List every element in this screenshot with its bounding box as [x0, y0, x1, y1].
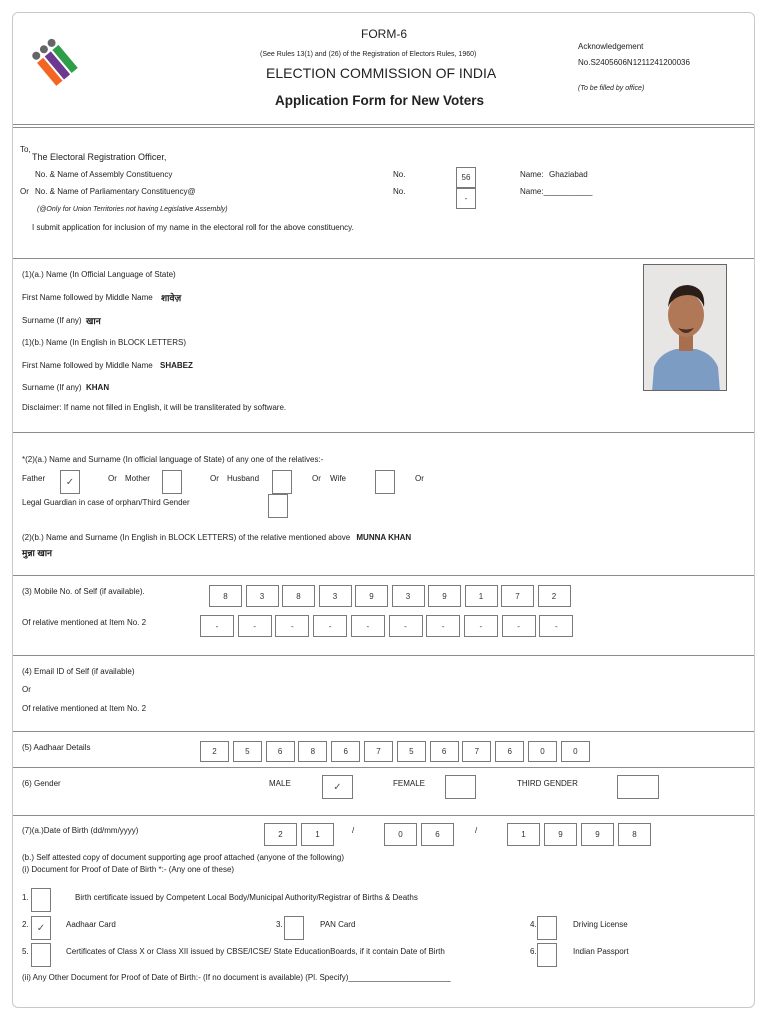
header-divider-2 [13, 127, 754, 128]
mobile-relative-digit-box[interactable]: - [502, 615, 536, 637]
mobile-relative-digit-box[interactable]: - [389, 615, 423, 637]
mother-label: Mother [125, 474, 150, 483]
commission-title: ELECTION COMMISSION OF INDIA [266, 65, 497, 81]
mobile-relative-digit-box[interactable]: - [275, 615, 309, 637]
relative-english-value: MUNNA KHAN [356, 533, 412, 542]
office-note: (To be filled by office) [578, 85, 645, 92]
acknowledgement-label: Acknowledgement [578, 42, 644, 51]
surname-en-label: Surname (If any) [22, 383, 82, 392]
dob-digit-box[interactable]: 1 [301, 823, 334, 846]
aadhaar-digit-box[interactable]: 0 [528, 741, 557, 762]
husband-label: Husband [227, 474, 260, 483]
section-divider [13, 731, 754, 732]
gender-third-checkbox[interactable] [617, 775, 659, 799]
parliamentary-label: No. & Name of Parliamentary Constituency@ [35, 187, 196, 196]
aadhaar-digit-box[interactable]: 7 [364, 741, 393, 762]
husband-checkbox[interactable] [272, 470, 292, 494]
doc6-label: Indian Passport [573, 947, 629, 956]
doc2-label: Aadhaar Card [66, 920, 116, 929]
or-2: Or [210, 474, 219, 483]
aadhaar-digit-box[interactable]: 5 [233, 741, 262, 762]
mobile-relative-digit-box[interactable]: - [200, 615, 234, 637]
assembly-label: No. & Name of Assembly Constituency [35, 170, 173, 179]
dob-digit-box[interactable]: 0 [384, 823, 417, 846]
mobile-digit-box[interactable]: 9 [355, 585, 388, 607]
name-english-heading: (1)(b.) Name (In English in BLOCK LETTERS) [22, 338, 187, 347]
aadhaar-digit-box[interactable]: 0 [561, 741, 590, 762]
or-3: Or [312, 474, 321, 483]
gender-male-checkbox[interactable]: ✓ [322, 775, 353, 799]
submit-statement: I submit application for inclusion of my name in the electoral roll for the above constituency. [32, 223, 354, 232]
or-1: Or [108, 474, 117, 483]
doc6-checkbox[interactable] [537, 943, 557, 967]
father-label: Father [22, 474, 46, 483]
doc6-number: 6. [530, 947, 537, 956]
surname-local-value: खान [86, 316, 101, 326]
eci-logo [26, 30, 96, 100]
dob-digit-box[interactable]: 6 [421, 823, 454, 846]
aadhaar-digit-box[interactable]: 5 [397, 741, 426, 762]
officer-label: The Electoral Registration Officer, [32, 152, 167, 162]
rules-reference: (See Rules 13(1) and (26) of the Registration of Electors Rules, 1960) [260, 51, 477, 58]
doc4-label: Driving License [573, 920, 628, 929]
first-name-en-value: SHABEZ [160, 361, 193, 370]
email-relative-label: Of relative mentioned at Item No. 2 [22, 704, 147, 713]
assembly-name-value: Ghaziabad [549, 170, 588, 179]
aadhaar-digit-box[interactable]: 2 [200, 741, 229, 762]
parliamentary-no-field[interactable]: - [456, 188, 476, 209]
relative-english-heading [22, 533, 411, 542]
relative-english-label: (2)(b.) Name and Surname (In English in BLOCK LETTERS) of the relative mentioned above [22, 533, 351, 542]
name-local-heading: (1)(a.) Name (In Official Language of State) [22, 270, 176, 279]
mobile-relative-label: Of relative mentioned at Item No. 2 [22, 618, 147, 627]
mobile-relative-digit-box[interactable]: - [464, 615, 498, 637]
aadhaar-digit-box[interactable]: 8 [298, 741, 327, 762]
email-self-label: (4) Email ID of Self (if available) [22, 667, 135, 676]
ut-note: (@Only for Union Territories not having Legislative Assembly) [37, 206, 228, 213]
mobile-relative-digit-box[interactable]: - [351, 615, 385, 637]
parliamentary-name-blank: Name:___________ [520, 187, 593, 196]
assembly-no-field[interactable]: 56 [456, 167, 476, 188]
or-4: Or [415, 474, 424, 483]
gender-female-checkbox[interactable] [445, 775, 476, 799]
doc3-number: 3. [276, 920, 283, 929]
first-name-local-label: First Name followed by Middle Name [22, 293, 153, 302]
father-checkbox[interactable]: ✓ [60, 470, 80, 494]
first-name-en-label: First Name followed by Middle Name [22, 361, 153, 370]
mobile-digit-box[interactable]: 8 [209, 585, 242, 607]
wife-checkbox[interactable] [375, 470, 395, 494]
gender-third-label: THIRD GENDER [517, 779, 578, 788]
assembly-name-label: Name: [520, 170, 544, 179]
doc3-checkbox[interactable] [284, 916, 304, 940]
acknowledgement-number: No.S2405606N1211241200036 [578, 58, 690, 67]
aadhaar-digit-box[interactable]: 6 [495, 741, 524, 762]
dob-separator-1: / [352, 826, 355, 835]
aadhaar-digit-box[interactable]: 6 [266, 741, 295, 762]
parliamentary-no-label: No. [393, 187, 406, 196]
wife-label: Wife [330, 474, 346, 483]
relative-heading: *(2)(a.) Name and Surname (In official language of State) of any one of the relatives:- [22, 455, 324, 464]
doc5-label: Certificates of Class X or Class XII issued by CBSE/ICSE/ State EducationBoards, if it contain Date of Birth [66, 947, 445, 956]
doc4-number: 4. [530, 920, 537, 929]
aadhaar-digit-box[interactable]: 6 [331, 741, 360, 762]
gender-label: (6) Gender [22, 779, 61, 788]
doc2-checkbox[interactable]: ✓ [31, 916, 51, 940]
mobile-digit-box[interactable]: 7 [501, 585, 534, 607]
doc3-label: PAN Card [320, 920, 356, 929]
mobile-self-label: (3) Mobile No. of Self (if available). [22, 587, 145, 596]
mobile-digit-box[interactable]: 3 [319, 585, 352, 607]
dob-label: (7)(a.)Date of Birth (dd/mm/yyyy) [22, 826, 139, 835]
form-title: Application Form for New Voters [275, 93, 485, 108]
relative-local-value: मुन्ना खान [22, 548, 53, 558]
form-number: FORM-6 [361, 27, 407, 41]
doc1-number: 1. [22, 893, 29, 902]
aadhaar-digit-box[interactable]: 6 [430, 741, 459, 762]
email-or-label: Or [22, 685, 31, 694]
mobile-relative-digit-box[interactable]: - [539, 615, 573, 637]
section-divider [13, 767, 754, 768]
or-label: Or [20, 187, 29, 196]
mobile-digit-box[interactable]: 1 [465, 585, 498, 607]
surname-local-label: Surname (If any) [22, 316, 82, 325]
aadhaar-digit-box[interactable]: 7 [462, 741, 491, 762]
mobile-relative-digit-box[interactable]: - [426, 615, 460, 637]
doc5-checkbox[interactable] [31, 943, 51, 967]
disclaimer: Disclaimer: If name not filled in English, it will be transliterated by software. [22, 403, 287, 412]
dob-separator-2: / [475, 826, 478, 835]
eci-logo-icon [26, 30, 96, 100]
section-divider [13, 432, 754, 433]
guardian-checkbox[interactable] [268, 494, 288, 518]
doc4-checkbox[interactable] [537, 916, 557, 940]
header-divider [13, 124, 754, 125]
to-label: To, [20, 145, 31, 154]
mobile-digit-box[interactable]: 2 [538, 585, 571, 607]
doc1-label: Birth certificate issued by Competent Local Body/Municipal Authority/Registrar of Births & Deaths [75, 893, 418, 902]
section-divider [13, 815, 754, 816]
mobile-digit-box[interactable]: 8 [282, 585, 315, 607]
mobile-digit-box[interactable]: 9 [428, 585, 461, 607]
dob-proof-heading: (i) Document for Proof of Date of Birth *:- (Any one of these) [22, 865, 235, 874]
dob-digit-box[interactable]: 1 [507, 823, 540, 846]
gender-male-label: MALE [269, 779, 291, 788]
applicant-photo [643, 264, 727, 391]
surname-en-value: KHAN [86, 383, 110, 392]
dob-digit-box[interactable]: 9 [544, 823, 577, 846]
dob-digit-box[interactable]: 2 [264, 823, 297, 846]
person-photo-icon [644, 265, 727, 391]
age-proof-heading: (b.) Self attested copy of document supporting age proof attached (anyone of the following) [22, 853, 344, 862]
section-divider [13, 575, 754, 576]
mobile-relative-digit-box[interactable]: - [238, 615, 272, 637]
doc2-number: 2. [22, 920, 29, 929]
mother-checkbox[interactable] [162, 470, 182, 494]
gender-female-label: FEMALE [393, 779, 426, 788]
other-document-line: (ii) Any Other Document for Proof of Date of Birth:- (If no document is available) (Pl. Specify)_______________________ [22, 973, 451, 982]
first-name-local-value: शावेज़ [161, 293, 182, 303]
mobile-relative-digit-box[interactable]: - [313, 615, 347, 637]
mobile-digit-box[interactable]: 3 [392, 585, 425, 607]
doc5-number: 5. [22, 947, 29, 956]
dob-digit-box[interactable]: 9 [581, 823, 614, 846]
assembly-no-label: No. [393, 170, 406, 179]
doc1-checkbox[interactable] [31, 888, 51, 912]
section-divider [13, 655, 754, 656]
guardian-label: Legal Guardian in case of orphan/Third Gender [22, 498, 190, 507]
section-divider [13, 258, 754, 259]
dob-digit-box[interactable]: 8 [618, 823, 651, 846]
mobile-digit-box[interactable]: 3 [246, 585, 279, 607]
aadhaar-label: (5) Aadhaar Details [22, 743, 91, 752]
